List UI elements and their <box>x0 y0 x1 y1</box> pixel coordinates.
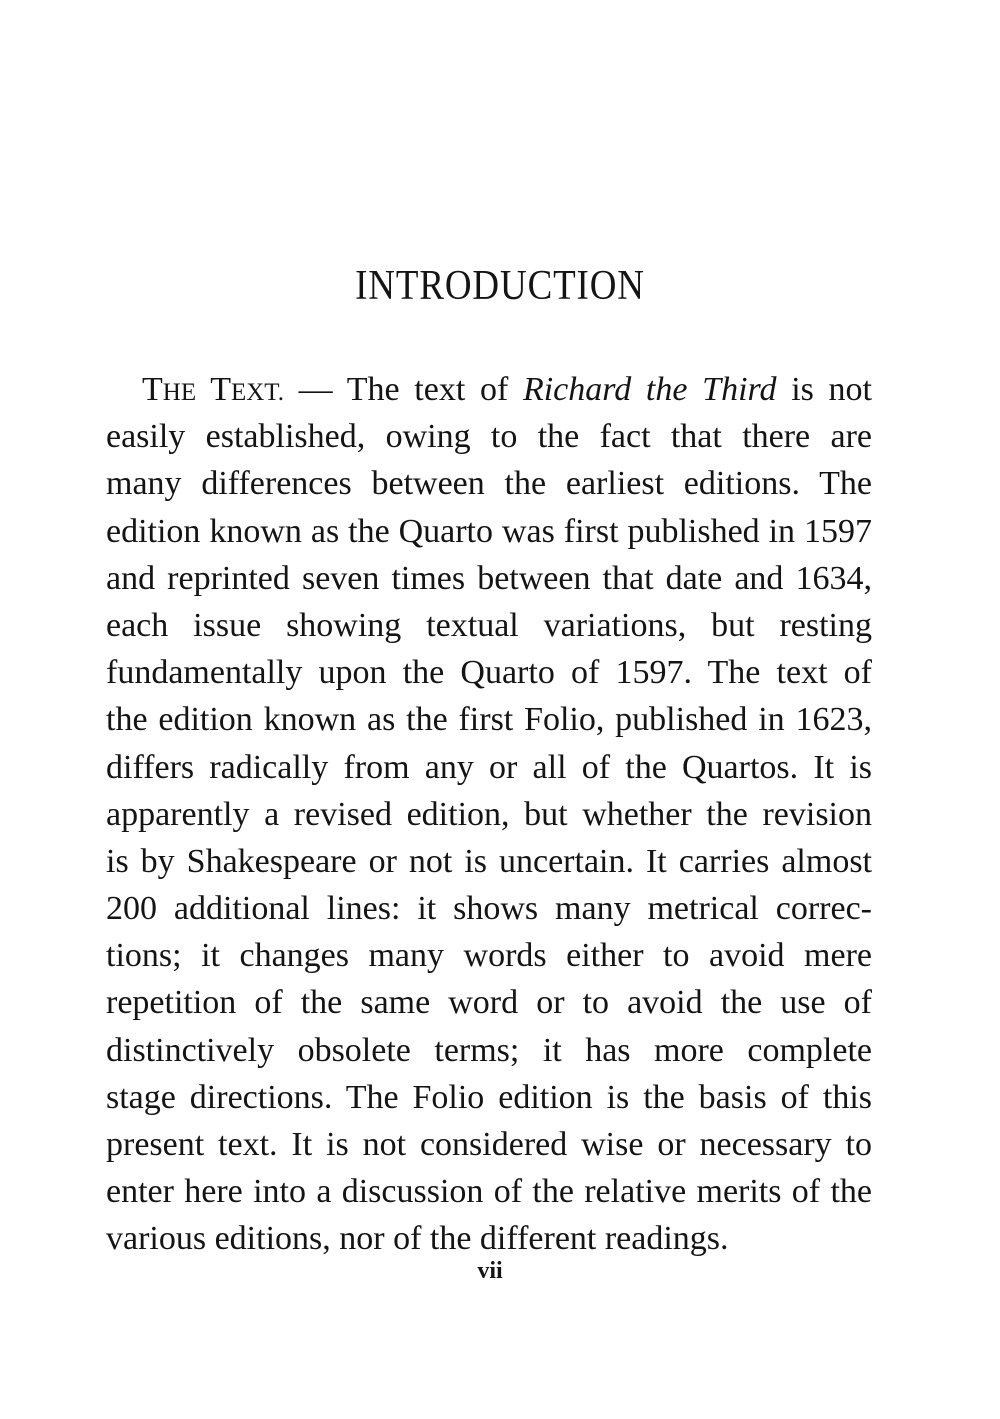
text-line: stage directions. The Folio edition is the basis of this <box>106 1078 872 1116</box>
body-paragraph <box>106 366 872 1263</box>
text-line-last: various editions, nor of the different readings. <box>106 1220 729 1258</box>
section-head-text-cap: T <box>210 371 231 408</box>
text-line: each issue showing textual variations, but resting <box>106 606 872 644</box>
section-head-the-rest: HE <box>162 379 197 406</box>
first-line-post: is not <box>776 371 873 408</box>
page-number: vii <box>477 1258 503 1284</box>
text-line: the edition known as the first Folio, published in 1623, <box>106 701 872 739</box>
text-line: apparently a revised edition, but whether the revision <box>106 795 872 833</box>
text-line: present text. It is not considered wise or necessary to <box>106 1126 872 1163</box>
text-line: differs radically from any or all of the Quartos. It is <box>106 748 872 786</box>
play-title-italic: Richard the Third <box>522 371 777 408</box>
section-head-the-cap: T <box>142 371 163 408</box>
text-line: enter here into a discussion of the relative merits of the <box>106 1173 872 1211</box>
text-line: and reprinted seven times between that date and 1634, <box>106 559 872 597</box>
page-title: INTRODUCTION <box>355 263 645 309</box>
text-line: repetition of the same word or to avoid the use of <box>106 984 872 1022</box>
first-line-pre: The text of <box>346 371 523 408</box>
text-line: edition known as the Quarto was first published in 1597 <box>106 512 872 550</box>
text-line: many differences between the earliest editions. The <box>106 465 872 503</box>
text-line: fundamentally upon the Quarto of 1597. The text of <box>106 654 872 692</box>
text-line: distinctively obsolete terms; it has more complete <box>106 1031 872 1069</box>
section-head-text-rest: EXT. <box>230 379 284 406</box>
section-head-dash: — <box>283 371 347 408</box>
paragraph-first-line <box>106 366 872 413</box>
text-line: easily established, owing to the fact that there are <box>106 418 872 456</box>
text-line: tions; it changes many words either to avoid mere <box>106 937 872 975</box>
text-line: 200 additional lines: it shows many metrical correc- <box>106 890 872 928</box>
text-line: is by Shakespeare or not is uncertain. It carries almost <box>106 842 872 880</box>
